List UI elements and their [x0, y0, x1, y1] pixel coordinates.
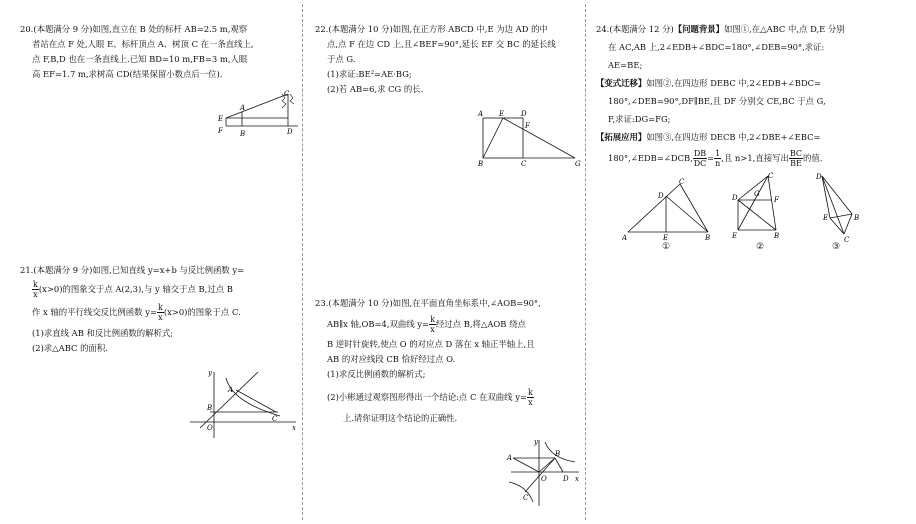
column-middle: [305, 0, 583, 524]
label-E: E: [499, 110, 505, 118]
label-C: C: [284, 90, 290, 98]
label-C: C: [272, 415, 278, 423]
label-B: B: [555, 450, 561, 458]
label-A: A: [478, 110, 484, 118]
label-D: D: [816, 173, 822, 181]
label-C: C: [679, 178, 685, 186]
label-A: A: [228, 386, 234, 394]
label-A: A: [622, 234, 628, 242]
label-O: O: [207, 424, 213, 432]
label-B: B: [774, 232, 780, 240]
column-left: [0, 0, 300, 524]
fraction-k-over-x: $\frac{k}{x}$: [430, 315, 435, 334]
label-F: F: [774, 196, 779, 204]
label-B: B: [207, 404, 213, 412]
question-23: 23.(本题满分 10 分)如图,在平面直角坐标系中,∠AOB=90°, AB∥x 轴,OB=4,双曲线 y= $\frac{k}{x}$ 经过点 B,将△AOB 绕点 B 逆时针旋转,使点 O 的对应点 D 落在 x 轴正半轴上,且 AB 的对应线段 CB 恰好经过点 O. (1)求反比例函数的解析式; (2)小彬通过观察图形得出一个结论:点 C 在双曲线 y= $\frac{k}{x}$ 上.请你证明这个结论的正确性.: [315, 298, 541, 423]
label-B: B: [240, 130, 246, 138]
label-A: A: [240, 104, 246, 112]
question-22: 22.(本题满分 10 分)如图,在正方形 ABCD 中,E 为边 AD 的中 点,点 F 在边 CD 上,且∠BEF=90°,延长 EF 交 BC 的延长线 于点 G. (1)求证:BE²=AE·BG; (2)若 AB=6,求 CG 的长.: [315, 24, 556, 94]
label-D: D: [563, 475, 569, 483]
label-F: F: [525, 122, 530, 130]
fraction-k-over-x: $\frac{k}{x}$: [527, 388, 533, 407]
label-C: C: [844, 236, 850, 244]
figure-label-3: ③: [832, 242, 841, 252]
axis-y-label: y: [534, 438, 538, 446]
question-20: 20.(本题满分 9 分)如图,直立在 B 处的标杆 AB=2.5 m,观察 者站在点 F 处,人眼 E、标杆顶点 A、树顶 C 在一条直线上, 点 F,B,D 也在一条直线上.已知 BD=10 m,FB=3 m,人眼 高 EF=1.7 m,求树高 CD(结果保留小数点后一位).: [20, 24, 254, 79]
question-24: 24.(本题满分 12 分)【问题背景】如图①,在△ABC 中,点 D,E 分别 在 AC,AB 上,2∠EDB+∠BDC=180°,∠DEB=90°,求证: AE=BE; 【变式迁移】如图②,在四边形 DEBC 中,2∠EDB+∠BDC= 180°,∠DEB=90°,DF∥BE,且 DF 分别交 CE,BC 于点 G, F,求证:DG=FG; 【拓展应用】如图③,在四边形 DECB 中,2∠DBE+∠EBC= 180°,∠EDB=∠DCB, $\frac{DB}{DC}$ = $\frac{1}{n}$ ,且 n>1,直接写出 $\frac{BC}{BE}$ 的值.: [596, 24, 845, 168]
figure-22: [475, 106, 585, 170]
fraction-1-over-n: $\frac{1}{n}$: [715, 149, 721, 168]
column-divider-2: [585, 4, 586, 520]
label-E: E: [823, 214, 829, 222]
axis-x-label: x: [575, 475, 579, 483]
question-21: 21.(本题满分 9 分)如图,已知直线 y=x+b 与反比例函数 y= $\frac{k}{x}$ (x>0)的图象交于点 A(2,3),与 y 轴交于点 B,过点 B 作 x 轴的平行线交反比例函数 y= $\frac{k}{x}$ (x>0)的图象于点 C. (1)求直线 AB 和反比例函数的解析式; (2)求△ABC 的面积.: [20, 265, 245, 353]
label-C: C: [768, 172, 774, 180]
axis-x-label: x: [292, 424, 296, 432]
label-E: E: [663, 234, 669, 242]
fraction-db-over-dc: $\frac{DB}{DC}$: [693, 149, 707, 168]
label-A: A: [507, 454, 513, 462]
fraction-bc-over-be: $\frac{BC}{BE}$: [789, 149, 802, 168]
label-C: C: [523, 494, 529, 502]
label-E: E: [218, 115, 224, 123]
label-E: E: [732, 232, 738, 240]
fraction-k-over-x: $\frac{k}{x}$: [33, 280, 38, 299]
label-G: G: [575, 160, 581, 168]
label-O: O: [541, 475, 547, 483]
axis-y-label: y: [208, 369, 212, 377]
figure-20: [212, 88, 302, 142]
figure-label-2: ②: [756, 242, 765, 252]
label-B: B: [854, 214, 860, 222]
label-D: D: [521, 110, 527, 118]
label-B: B: [705, 234, 711, 242]
label-D: D: [658, 192, 664, 200]
figure-label-1: ①: [662, 242, 671, 252]
figure-24-2: [732, 170, 794, 242]
label-B: B: [478, 160, 484, 168]
label-F: F: [218, 127, 223, 135]
label-C: C: [521, 160, 527, 168]
label-D: D: [732, 194, 738, 202]
figure-24-3: [812, 170, 868, 246]
figure-23: [505, 436, 583, 508]
column-divider-1: [302, 4, 303, 520]
figure-21: [188, 366, 300, 440]
column-right: [588, 0, 916, 524]
label-D: D: [287, 128, 293, 136]
label-G: G: [754, 190, 760, 198]
fraction-k-over-x: $\frac{k}{x}$: [157, 303, 163, 322]
